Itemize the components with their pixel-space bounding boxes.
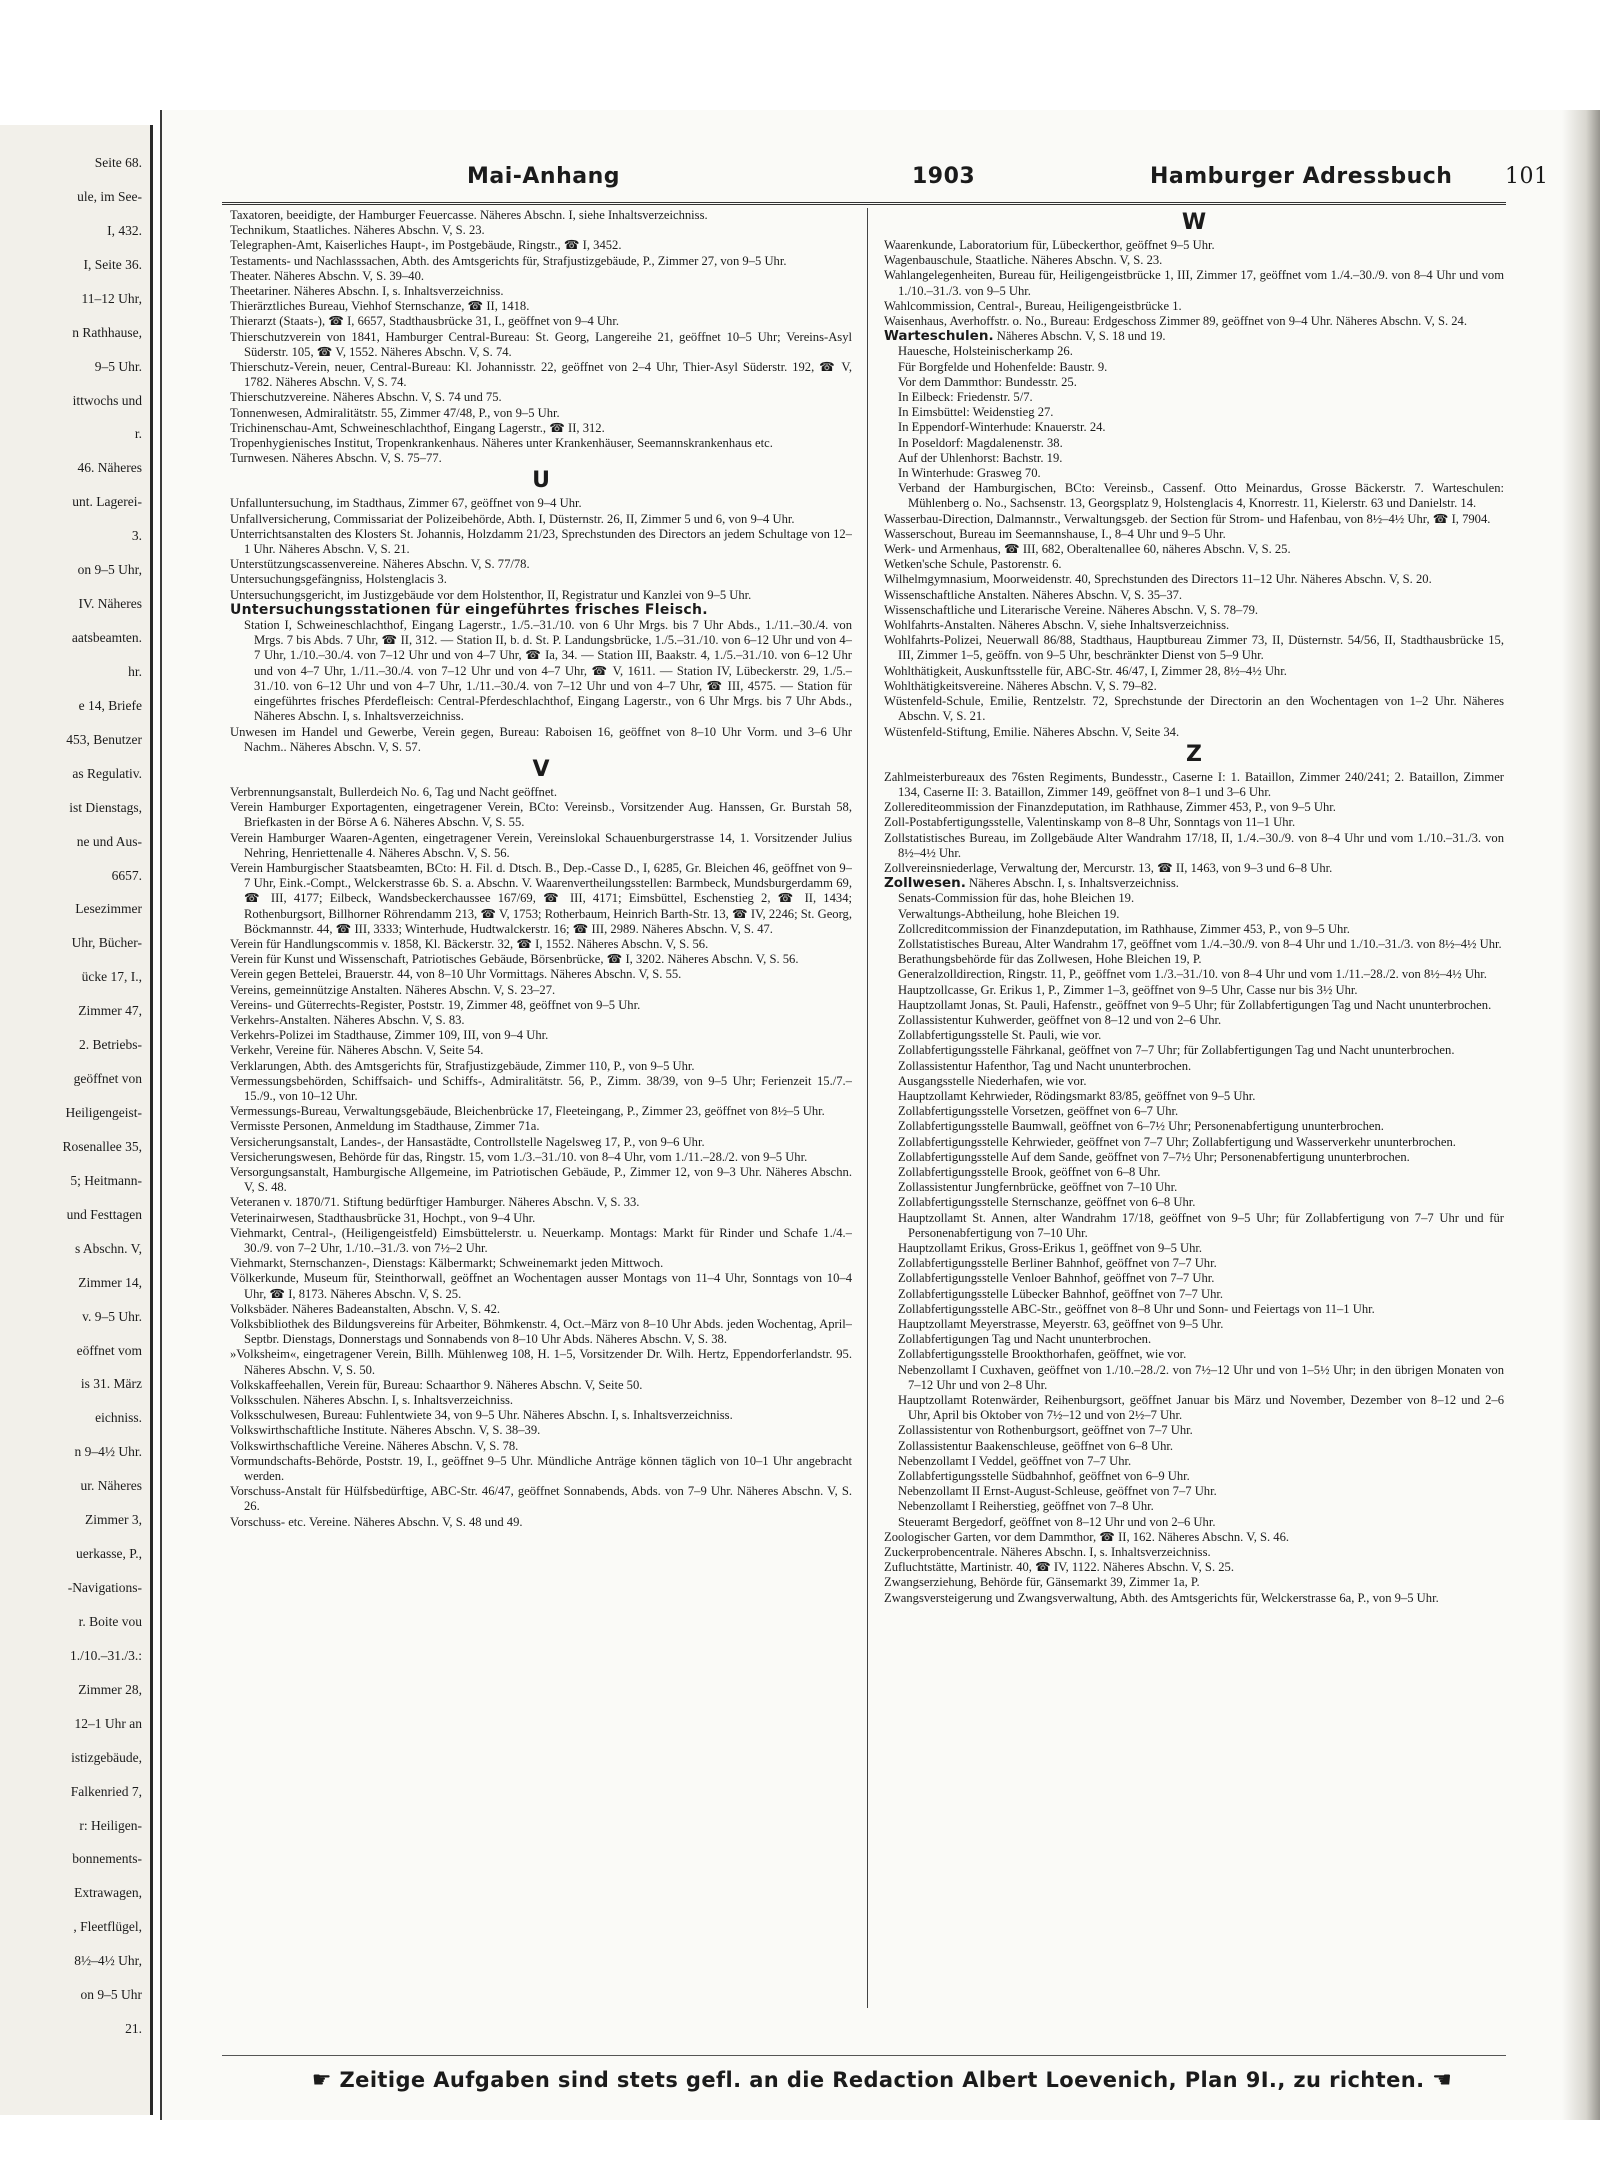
previous-page-text-fragment: ur. Näheres [80,1478,142,1493]
directory-entry: Testaments- und Nachlasssachen, Abth. des Amtsgerichts für, Strafjustizgebäude, P., Zimmer 27, von 9–5 Uhr. [230,253,787,268]
directory-entry: Wohlthätigkeit, Auskunftsstelle für, ABC-Str. 46/47, I, Zimmer 28, 8½–4½ Uhr. [884,663,1287,678]
previous-page-text-fragment: r: Heiligen- [79,1818,142,1833]
directory-entry: Völkerkunde, Museum für, Steinthorwall, geöffnet an Wochentagen ausser Montags von 11–4 Uhr, Sonntags von 10–4 Uhr, ☎ I, 8173. Näheres Abschn. V, S. 25. [230,1271,852,1301]
directory-entry: Werk- und Armenhaus, ☎ III, 682, Oberaltenallee 60, näheres Abschn. V, S. 25. [884,542,1291,557]
directory-entry: Thierschutzvereine. Näheres Abschn. V, S. 74 und 75. [230,390,502,405]
sub-entry: Zollabfertigungsstelle Auf dem Sande, geöffnet von 7–7½ Uhr; Personenabfertigung ununterbrochen. [898,1149,1410,1164]
directory-entry: Wahlcommission, Central-, Bureau, Heiligengeistbrücke 1. [884,298,1182,313]
sub-entry: Zollabfertigungsstelle Brook, geöffnet von 6–8 Uhr. [898,1164,1161,1179]
previous-page-text-fragment: Falkenried 7, [70,1784,142,1799]
sub-entry: Zollabfertigungsstelle Kehrwieder, geöffnet von 7–7 Uhr; Zollabfertigung und Wasserverkehr ununterbrochen. [898,1134,1456,1149]
entry-lead: Zollwesen. [884,875,966,892]
previous-page-text-fragment: Zimmer 3, [85,1512,142,1527]
sub-entry: Nebenzollamt II Ernst-August-Schleuse, geöffnet von 7–7 Uhr. [898,1484,1217,1499]
directory-entry: Wohlfahrts-Polizei, Neuerwall 86/88, Stadthaus, Hauptbureau Zimmer 73, II, Düsternstr. 54/56, II, Stadthausbrücke 15, III, Zimmer 1–5, geöffn. von 9–5 Uhr, beschränkter Dienst von 5–9 Uhr. [884,633,1504,663]
previous-page-text-fragment: ist Dienstags, [69,800,142,815]
directory-entry: Wilhelmgymnasium, Moorweidenstr. 40, Sprechstunden des Directors 11–12 Uhr. Näheres Abschn. V, S. 20. [884,572,1432,587]
previous-page-text-fragment: Extrawagen, [74,1885,142,1900]
sub-entry: Vor dem Dammthor: Bundesstr. 25. [898,374,1077,389]
previous-page-text-fragment: r. Boite vou [78,1614,142,1629]
sub-entry: Hauptzollamt St. Annen, alter Wandrahm 17/18, geöffnet von 9–5 Uhr; für Zollabfertigung von 7–7 Uhr und für Personenabfertigung von 7–10 Uhr. [898,1210,1504,1240]
previous-page-text-fragment: uerkasse, P., [76,1546,142,1561]
directory-entry: Verein für Kunst und Wissenschaft, Patriotisches Gebäude, Börsenbrücke, ☎ I, 3202. Näheres Abschn. V, S. 56. [230,952,799,967]
directory-entry: Volksschulen. Näheres Abschn. I, s. Inhaltsverzeichniss. [230,1393,514,1408]
previous-page-text-fragment: on 9–5 Uhr, [77,562,142,577]
sub-entry: Senats-Commission für das, hohe Bleichen 19. [898,891,1135,906]
directory-entry: Volksschulwesen, Bureau: Fuhlentwiete 34, von 9–5 Uhr. Näheres Abschn. I, s. Inhaltsverzeichniss. [230,1408,733,1423]
previous-page-text-fragment: 453, Benutzer [66,732,142,747]
sub-entry: Hauptzollamt Meyerstrasse, Meyerstr. 63, geöffnet von 9–5 Uhr. [898,1317,1224,1332]
directory-entry: Volkswirthschaftliche Institute. Näheres Abschn. V, S. 38–39. [230,1423,541,1438]
sub-entry: In Eppendorf-Winterhude: Knauerstr. 24. [898,420,1106,435]
header-section-title: Mai-Anhang [467,164,621,189]
directory-entry: Wüstenfeld-Stiftung, Emilie. Näheres Abschn. V, Seite 34. [884,724,1180,739]
directory-entry: Theetariner. Näheres Abschn. I, s. Inhaltsverzeichniss. [230,284,504,299]
sub-entry: Für Borgfelde und Hohenfelde: Baustr. 9. [898,359,1108,374]
directory-entry: Zoll-Postabfertigungsstelle, Valentinskamp von 8–8 Uhr, Sonntags von 11–1 Uhr. [884,815,1296,830]
directory-entry: Volksbibliothek des Bildungsvereins für Arbeiter, Böhmkenstr. 4, Oct.–März von 8–10 Uhr Abds. jeden Wochentag, April–Septbr. Dienstags, Donnerstags und Sonnabends von 8–10 Uhr Abds. Näheres Abschn. V, S. 38. [230,1317,852,1347]
directory-entry: Viehmarkt, Sternschanzen-, Dienstags: Kälbermarkt; Schweinemarkt jeden Mittwoch. [230,1256,664,1271]
directory-entry: Taxatoren, beeidigte, der Hamburger Feuercasse. Näheres Abschn. I, siehe Inhaltsverzeichniss. [230,208,708,222]
directory-entry: Vermessungs-Bureau, Verwaltungsgebäude, Bleichenbrücke 17, Fleeteingang, P., Zimmer 23, geöffnet von 8½–5 Uhr. [230,1104,825,1119]
directory-entry: Zuckerprobencentrale. Näheres Abschn. I, s. Inhaltsverzeichniss. [884,1545,1211,1560]
previous-page-text-fragment: v. 9–5 Uhr. [82,1309,142,1324]
previous-page-text-fragment: n Rathhause, [72,325,142,340]
previous-page-text-fragment: as Regulativ. [72,766,142,781]
directory-entry: Vorschuss-Anstalt für Hülfsbedürftige, ABC-Str. 46/47, geöffnet Sonnabends, Abds. von 7–9 Uhr. Näheres Abschn. V, S. 26. [230,1484,852,1514]
directory-entry: Wahlangelegenheiten, Bureau für, Heiligengeistbrücke 1, III, Zimmer 17, geöffnet vom 1./4.–30./9. von 8–4 Uhr und vom 1./10.–31./3. von 9–5 Uhr. [884,268,1504,298]
directory-entry: Volkswirthschaftliche Vereine. Näheres Abschn. V, S. 78. [230,1438,519,1453]
footer-rule [222,2055,1506,2056]
directory-entry: Vormundschafts-Behörde, Poststr. 19, I., geöffnet 9–5 Uhr. Mündliche Anträge können täglich von 10–1 Uhr angebracht werden. [230,1453,852,1484]
previous-page-text-fragment: IV. Näheres [78,596,142,611]
previous-page-text-fragment: 11–12 Uhr, [81,291,142,306]
previous-page-text-fragment: 9–5 Uhr. [94,359,142,374]
directory-entry: Wetken'sche Schule, Pastorenstr. 6. [884,557,1062,572]
sub-entry: Verband der Hamburgischen, BCto: Vereinsb., Cassenf. Otto Meinardus, Grosse Bäckerstr. 7. Warteschulen: Mühlenberg o. No., Sachsenstr. 13, Georgsplatz 9, Holstenglacis 4, Knorrestr. 11, Kielerstr. 63 und Danielstr. 14. [898,481,1504,511]
pointing-hand-right-icon: ☚ [1432,2068,1453,2093]
directory-entry: Unwesen im Handel und Gewerbe, Verein gegen, Bureau: Raboisen 16, geöffnet von 8–10 Uhr Vorm. und 3–6 Uhr Nachm.. Näheres Abschn. V, S. 57. [230,724,852,754]
directory-entry: Vereins, gemeinnützige Anstalten. Näheres Abschn. V, S. 23–27. [230,982,556,997]
previous-page-text-fragment: -Navigations- [67,1580,142,1595]
sub-entry: Auf der Uhlenhorst: Bachstr. 19. [898,450,1063,465]
directory-entry: Vermisste Personen, Anmeldung im Stadthause, Zimmer 71a. [230,1119,540,1134]
directory-entry: Volkskaffeehallen, Verein für, Bureau: Schaarthor 9. Näheres Abschn. V, Seite 50. [230,1377,643,1392]
sub-entry: Zollabfertigungsstelle Vorsetzen, geöffnet von 6–7 Uhr. [898,1104,1179,1119]
section-heading: Untersuchungsstationen für eingeführtes frisches Fleisch. [230,601,708,618]
sub-entry: Zollcreditcommission der Finanzdeputation, im Rathhause, Zimmer 453, P., von 9–5 Uhr. [898,921,1350,936]
sub-entry: Zollassistentur von Rothenburgsort, geöffnet von 7–7 Uhr. [898,1423,1193,1438]
previous-page-text-fragment: is 31. März [80,1376,142,1391]
previous-page-text-fragment: Zimmer 14, [78,1275,142,1290]
pointing-hand-left-icon: ☛ [311,2068,332,2093]
sub-entry: In Eimsbüttel: Weidenstieg 27. [898,405,1054,420]
entry-text: Näheres Abschn. V, S. 18 und 19. [993,329,1166,344]
section-letter: W [1181,210,1207,235]
previous-page-text-fragment: 46. Näheres [77,460,142,475]
sub-entry: Ausgangsstelle Niederhafen, wie vor. [898,1073,1087,1088]
previous-page-text-fragment: 2. Betriebs- [79,1037,142,1052]
sub-entry: In Poseldorf: Magdalenenstr. 38. [898,435,1063,450]
directory-entry: Wasserbau-Direction, Dalmannstr., Verwaltungsgeb. der Section für Strom- und Hafenbau, von 8½–4½ Uhr, ☎ I, 7904. [884,511,1491,526]
directory-entry: Trichinenschau-Amt, Schweineschlachthof, Eingang Lagerstr., ☎ II, 312. [230,420,605,435]
sub-entry: Zollassistentur Jungfernbrücke, geöffnet von 7–10 Uhr. [898,1180,1178,1195]
sub-entry: Zollabfertigungsstelle Baumwall, geöffnet von 6–7½ Uhr; Personenabfertigung ununterbrochen. [898,1119,1384,1134]
sub-entry: Verwaltungs-Abtheilung, hohe Bleichen 19. [898,906,1120,921]
previous-page-edge [0,125,153,2115]
directory-entry: Versicherungswesen, Behörde für das, Ringstr. 15, vom 1./3.–31./10. von 8–4 Uhr, vom 1./11.–28./2. von 9–5 Uhr. [230,1149,808,1164]
sub-entry: Zollabfertigungsstelle Lübecker Bahnhof, geöffnet von 7–7 Uhr. [898,1286,1224,1301]
previous-page-text-fragment: 5; Heitmann- [70,1173,142,1188]
directory-entry: Vermessungsbehörden, Schiffsaich- und Schiffs-, Admiralitätstr. 56, P., Zimm. 38/39, von 9–5 Uhr; Ferienzeit 15./7.–15./9., von 10–12 Uhr. [230,1073,852,1103]
sub-entry: Zollabfertigungsstelle St. Pauli, wie vor. [898,1028,1102,1043]
previous-page-text-fragment: 6657. [111,868,142,883]
directory-entry: Tonnenwesen, Admiralitätstr. 55, Zimmer 47/48, P., von 9–5 Uhr. [230,405,560,420]
directory-entry: Verkehrs-Polizei im Stadthause, Zimmer 109, III, von 9–4 Uhr. [230,1028,549,1043]
section-letter: U [532,468,550,494]
directory-entry: Unterrichtsanstalten des Klosters St. Johannis, Holzdamm 21/23, Sprechstunden des Directors an jedem Schultage von 12–1 Uhr. Näheres Abschn. V, S. 21. [230,526,852,557]
sub-entry: Hauesche, Holsteinischerkamp 26. [898,344,1073,359]
directory-entry: Wissenschaftliche und Literarische Vereine. Näheres Abschn. V, S. 78–79. [884,602,1259,617]
directory-entry: Zollerediteommission der Finanzdeputation, im Rathhause, Zimmer 453, P., von 9–5 Uhr. [884,800,1336,815]
sub-entry: Zollabfertigungen Tag und Nacht ununterbrochen. [898,1332,1152,1347]
previous-page-text-fragment: Zimmer 28, [78,1682,142,1697]
directory-entry: Verein Hamburger Waaren-Agenten, eingetragener Verein, Vereinslokal Schauenburgerstrasse 14, 1. Vorsitzender Julius Nehring, Henriettenalle 4. Näheres Abschn. V, S. 56. [230,830,852,860]
previous-page-text-fragment: Uhr, Bücher- [71,935,142,950]
page-number: 101 [1505,164,1549,189]
header-year: 1903 [912,164,976,189]
directory-entry [884,329,1504,344]
sub-entry: Berathungsbehörde für das Zollwesen, Hohe Bleichen 19, P. [898,952,1202,967]
directory-entry: »Volksheim«, eingetragener Verein, Billh. Mühlenweg 108, H. 1–5, Vorsitzender Dr. Wilh. Hertz, Eppendorferlandstr. 95. Näheres Abschn. V, S. 50. [230,1347,852,1377]
previous-page-text-fragment: bonnements- [72,1851,142,1866]
previous-page-text-fragment: I, 432. [107,223,142,238]
column-divider [867,208,868,2008]
page-spine-shadow [1562,110,1600,2120]
previous-page-text-fragment: 1./10.–31./3.: [69,1648,142,1663]
directory-entry: Thierschutz-Verein, neuer, Central-Bureau: Kl. Johannisstr. 22, geöffnet von 2–4 Uhr, Thier-Asyl Süderstr. 192, ☎ V, 1782. Näheres Abschn. V, S. 74. [230,360,852,390]
directory-entry: Unterstützungscassenvereine. Näheres Abschn. V, S. 77/78. [230,557,530,572]
directory-entry: Verein für Handlungscommis v. 1858, Kl. Bäckerstr. 32, ☎ I, 1552. Näheres Abschn. V, S. 56. [230,936,709,951]
sub-entry: Zollstatistisches Bureau, Alter Wandrahm 17, geöffnet vom 1./4.–30./9. von 8–4 Uhr und 1./10.–31./3. von 8½–4½ Uhr. [898,936,1502,951]
sub-entry: Zollassistentur Hafenthor, Tag und Nacht ununterbrochen. [898,1058,1192,1073]
previous-page-text-fragment: , Fleetflügel, [73,1919,142,1934]
directory-entry: Zufluchtstätte, Martinistr. 40, ☎ IV, 1122. Näheres Abschn. V, S. 25. [884,1560,1234,1575]
footer-notice: Zeitige Aufgaben sind stets gefl. an die Redaction Albert Loevenich, Plan 9I., zu richten. [339,2068,1425,2092]
sub-entry: Station I, Schweineschlachthof, Eingang Lagerstr., 1./5.–31./10. von 6 Uhr Mrgs. bis 7 Uhr Abds., 1./11.–30./4. von Mrgs. 7 bis Abds. 7 Uhr, ☎ II, 312. — Station II, b. d. St. P. Landungsbrücke, 1./5.–31./10. von 6–12 Uhr und von 4–7 Uhr, 1./10.–30./4. von 7–12 Uhr und von 4–7 Uhr, ☎ Ia, 34. — Station III, Baakstr. 4, 1./5.–31./10. von 6–12 Uhr und von 4–7 Uhr, 1./11.–30./4. von 7–12 Uhr und von 4–7 Uhr, ☎ V, 1611. — Station IV, Lübeckerstr. 29, 1./5.–31./10. von 6–12 Uhr und von 4–7 Uhr, 1./11.–30./4. von 7–12 Uhr und von 4–7 Uhr, ☎ III, 4575. — Station für eingeführtes frisches Pferdefleisch: Central-Pferdeschlachthof, Eingang Lagerstr., von 6 Uhr Mrgs. bis 7 Uhr Abds., Näheres Abschn. I, s. Inhaltsverzeichniss. [244,618,852,724]
directory-entry: Zollvereinsniederlage, Verwaltung der, Mercurstr. 13, ☎ II, 1463, von 9–3 und 6–8 Uhr. [884,860,1333,875]
directory-entry: Versicherungsanstalt, Landes-, der Hansastädte, Controllstelle Nagelsweg 17, P., von 9–6 Uhr. [230,1134,705,1149]
directory-entry: Wohlthätigkeitsvereine. Näheres Abschn. V, S. 79–82. [884,678,1157,693]
sub-entry: Nebenzollamt I Cuxhaven, geöffnet von 1./10.–28./2. von 7½–12 Uhr und von 1–5½ Uhr; in den übrigen Monaten von 7–12 Uhr und von 2–8 Uhr. [898,1362,1504,1392]
previous-page-text-fragment: s Abschn. V, [74,1241,142,1256]
directory-entry: Thierschutzverein von 1841, Hamburger Central-Bureau: St. Georg, Langereihe 21, geöffnet 10–5 Uhr; Vereins-Asyl Süderstr. 105, ☎ V, 1552. Näheres Abschn. V, S. 74. [230,329,852,359]
directory-entry: Zollstatistisches Bureau, im Zollgebäude Alter Wandrahm 17/18, II, 1./4.–30./9. von 8–4 Uhr und vom 1./10.–31./3. von 8½–4½ Uhr. [884,830,1504,860]
previous-page-text-fragment: Heiligengeist- [65,1105,142,1120]
directory-entry: Wüstenfeld-Schule, Emilie, Rentzelstr. 72, Sprechstunde der Directorin an den Wochentagen von 1–2 Uhr. Näheres Abschn. V, S. 21. [884,694,1504,724]
directory-entry: Thierarzt (Staats-), ☎ I, 6657, Stadthausbrücke 31, I., geöffnet von 9–4 Uhr. [230,314,619,329]
previous-page-text-fragment: aatsbeamten. [71,630,142,645]
directory-entry: Tropenhygienisches Institut, Tropenkrankenhaus. Näheres unter Krankenhäuser, Seemannskrankenhaus etc. [230,436,773,451]
directory-entry: Thierärztliches Bureau, Viehhof Sternschanze, ☎ II, 1418. [230,299,530,314]
previous-page-text-fragment: hr. [128,664,142,679]
section-letter: Z [1186,741,1202,767]
previous-page-text-fragment: 8½–4½ Uhr, [74,1953,142,1968]
sub-entry: Zollabfertigungsstelle Fährkanal, geöffnet von 7–7 Uhr; für Zollabfertigungen Tag und Nacht ununterbrochen. [898,1043,1455,1058]
sub-entry: Nebenzollamt I Reiherstieg, geöffnet von 7–8 Uhr. [898,1499,1154,1514]
right-column [884,208,1504,2048]
directory-entry: Vereins- und Güterrechts-Register, Poststr. 19, Zimmer 48, geöffnet von 9–5 Uhr. [230,997,641,1012]
sub-entry: Zollabfertigungsstelle ABC-Str., geöffnet von 8–8 Uhr und Sonn- und Feiertags von 11–1 Uhr. [898,1301,1375,1316]
document-page [160,110,1600,2120]
previous-page-text-fragment: on 9–5 Uhr [80,1987,142,2002]
sub-entry: Zollabfertigungsstelle Südbahnhof, geöffnet von 6–9 Uhr. [898,1469,1190,1484]
directory-entry: Veterinairwesen, Stadthausbrücke 31, Hochpt., von 9–4 Uhr. [230,1210,536,1225]
directory-entry: Viehmarkt, Central-, (Heiligengeistfeld) Eimsbüttelerstr. u. Neuerkamp. Montags: Markt für Rinder und Schafe 1./4.–30./9. von 7–2 Uhr, 1./10.–31./3. von 7½–2 Uhr. [230,1225,852,1255]
previous-page-text-fragment: r. [134,426,142,441]
previous-page-text-fragment: Seite 68. [94,155,142,170]
directory-entry: Volksbäder. Näheres Badeanstalten, Abschn. V, S. 42. [230,1301,501,1316]
sub-entry: In Eilbeck: Friedenstr. 5/7. [898,390,1033,405]
directory-entry: Technikum, Staatliches. Näheres Abschn. V, S. 23. [230,223,485,238]
sub-entry: Zollabfertigungsstelle Venloer Bahnhof, geöffnet von 7–7 Uhr. [898,1271,1215,1286]
directory-entry: Verkehrs-Anstalten. Näheres Abschn. V, S. 83. [230,1012,465,1027]
previous-page-text-fragment: 21. [125,2021,142,2036]
directory-entry: Verbrennungsanstalt, Bullerdeich No. 6, Tag und Nacht geöffnet. [230,784,558,799]
directory-entry: Verein Hamburger Exportagenten, eingetragener Verein, BCto: Vereinsb., Vorsitzender Aug. Hanssen, Gr. Burstah 58, Briefkasten in der Börse A 6. Näheres Abschn. V, S. 55. [230,800,852,830]
sub-entry: Zollabfertigungsstelle Brookthorhafen, geöffnet, wie vor. [898,1347,1187,1362]
directory-entry [884,876,1504,891]
sub-entry: Hauptzollamt Jonas, St. Pauli, Hafenstr., geöffnet von 9–5 Uhr; für Zollabfertigungen Tag und Nacht ununterbrochen. [898,997,1492,1012]
sub-entry: Hauptzollamt Kehrwieder, Rödingsmarkt 83/85, geöffnet von 9–5 Uhr. [898,1088,1256,1103]
directory-entry: Theater. Näheres Abschn. V, S. 39–40. [230,268,425,283]
page-header [222,164,1549,200]
directory-entry: Zwangserziehung, Behörde für, Gänsemarkt 39, Zimmer 1a, P. [884,1575,1200,1590]
sub-entry: Steueramt Bergedorf, geöffnet von 8–12 Uhr und von 2–6 Uhr. [898,1514,1216,1529]
directory-entry: Waisenhaus, Averhoffstr. o. No., Bureau: Erdgeschoss Zimmer 89, geöffnet von 9–4 Uhr. Näheres Abschn. V, S. 24. [884,314,1467,329]
directory-entry: Telegraphen-Amt, Kaiserliches Haupt-, im Postgebäude, Ringstr., ☎ I, 3452. [230,238,622,253]
left-column [230,208,852,2048]
section-letter: V [532,756,550,782]
directory-entry: Verkehr, Vereine für. Näheres Abschn. V, Seite 54. [230,1043,484,1058]
previous-page-text-fragment: unt. Lagerei- [72,494,142,509]
directory-entry: Verein Hamburgischer Staatsbeamten, BCto: H. Fil. d. Dtsch. B., Dep.-Casse D., I, 6285, Gr. Bleichen 46, geöffnet von 9–7 Uhr, Eink.-Compt., Welckerstrasse 6b. S. a. Abschn. V. Waarenvertheilungsstellen: Barmbeck, Mundsburgerdamm 69, ☎ III, 4177; Eilbeck, Wandsbeckerchaussee 167/69, ☎ III, 4171; Eimsbüttel, Eschenstieg 2, ☎ II, 1434; Rothenburgsort, Billhorner Röhrendamm 213, ☎ V, 1753; Rotherbaum, Heinrich Barth-Str. 13, ☎ IV, 2246; St. Georg, Böckmannstr. 44, ☎ III, 3333; Winterhude, Hudtwalckerstr. 16; ☎ III, 2989. Näheres Abschn. V, S. 47. [230,860,852,936]
previous-page-text-fragment: eöffnet vom [76,1343,142,1358]
sub-entry: Zollassistentur Baakenschleuse, geöffnet von 6–8 Uhr. [898,1438,1174,1453]
previous-page-text-fragment: ule, im See- [77,189,142,204]
directory-entry: Zoologischer Garten, vor dem Dammthor, ☎ II, 162. Näheres Abschn. V, S. 46. [884,1529,1290,1544]
directory-entry: Verein gegen Bettelei, Brauerstr. 44, von 8–10 Uhr Vormittags. Näheres Abschn. V, S. 55. [230,967,682,982]
directory-entry: Untersuchungsgefängniss, Holstenglacis 3. [230,572,447,587]
directory-entry: Turnwesen. Näheres Abschn. V, S. 75–77. [230,451,442,466]
directory-entry: Wasserschout, Bureau im Seemannshause, I., 8–4 Uhr und 9–5 Uhr. [884,526,1226,541]
directory-entry: Unfalluntersuchung, im Stadthaus, Zimmer 67, geöffnet von 9–4 Uhr. [230,496,582,511]
sub-entry: Generalzolldirection, Ringstr. 11, P., geöffnet vom 1./3.–31./10. von 8–4 Uhr und vom 1./11.–28./2. von 8½–4½ Uhr. [898,967,1487,982]
previous-page-text-fragment: ücke 17, I., [81,969,142,984]
page-footer [222,2068,1542,2098]
directory-entry: Zahlmeisterbureaux des 76sten Regiments, Bundesstr., Caserne I: 1. Bataillon, Zimmer 240/241; 2. Bataillon, Zimmer 134, Caserne II: 3. Bataillon, Zimmer 149, geöffnet von 8–1 und 3–6 Uhr. [884,769,1504,799]
header-rule [222,202,1506,205]
directory-entry: Veteranen v. 1870/71. Stiftung bedürftiger Hamburger. Näheres Abschn. V, S. 33. [230,1195,640,1210]
entry-lead: Warteschulen. [884,328,994,345]
previous-page-text-fragment: 3. [131,528,142,543]
sub-entry: In Winterhude: Grasweg 70. [898,466,1041,481]
previous-page-text-fragment: 12–1 Uhr an [74,1716,142,1731]
sub-entry: Zollabfertigungsstelle Berliner Bahnhof, geöffnet von 7–7 Uhr. [898,1256,1217,1271]
sub-entry: Nebenzollamt I Veddel, geöffnet von 7–7 Uhr. [898,1453,1132,1468]
directory-entry: Verklarungen, Abth. des Amtsgerichts für, Strafjustizgebäude, Zimmer 110, P., von 9–5 Uhr. [230,1058,695,1073]
previous-page-text-fragment: Zimmer 47, [78,1003,142,1018]
directory-entry: Wissenschaftliche Anstalten. Näheres Abschn. V, S. 35–37. [884,587,1183,602]
previous-page-text-fragment: eichniss. [95,1410,142,1425]
previous-page-text-fragment: ne und Aus- [76,834,142,849]
directory-entry: Wagenbauschule, Staatliche. Näheres Abschn. V, S. 23. [884,253,1163,268]
previous-page-text-fragment: Lesezimmer [75,901,142,916]
previous-page-text-fragment: istizgebäude, [71,1750,142,1765]
directory-entry: Wohlfahrts-Anstalten. Näheres Abschn. V, siehe Inhaltsverzeichniss. [884,618,1230,633]
previous-page-text-fragment: und Festtagen [66,1207,142,1222]
directory-entry: Unfallversicherung, Commissariat der Polizeibehörde, Abth. I, Düsternstr. 26, II, Zimmer 5 und 6, von 9–4 Uhr. [230,511,795,526]
header-publication-title: Hamburger Adressbuch [1150,164,1453,189]
directory-entry: Waarenkunde, Laboratorium für, Lübeckerthor, geöffnet 9–5 Uhr. [884,238,1215,252]
previous-page-text-fragment: Rosenallee 35, [62,1139,142,1154]
directory-entry: Untersuchungsgericht, im Justizgebäude vor dem Holstenthor, II, Registratur und Kanzlei von 9–5 Uhr. [230,587,752,602]
directory-entry: Vorschuss- etc. Vereine. Näheres Abschn. V, S. 48 und 49. [230,1514,523,1529]
directory-entry: Zwangsversteigerung und Zwangsverwaltung, Abth. des Amtsgerichts für, Welckerstrasse 6a, P., von 9–5 Uhr. [884,1590,1439,1605]
sub-entry: Hauptzollcasse, Gr. Erikus 1, P., Zimmer 1–3, geöffnet von 9–5 Uhr, Casse nur bis 3½ Uhr. [898,982,1358,997]
sub-entry: Hauptzollamt Rotenwärder, Reihenburgsort, geöffnet Januar bis März und November, Dezember von 8–12 und 2–6 Uhr, April bis Oktober von 7½–12 und von 2½–7 Uhr. [898,1393,1504,1423]
sub-entry: Zollassistentur Kuhwerder, geöffnet von 8–12 und von 2–6 Uhr. [898,1012,1222,1027]
previous-page-text-fragment: e 14, Briefe [78,698,142,713]
previous-page-text-fragment: geöffnet von [73,1071,142,1086]
entry-text: Näheres Abschn. I, s. Inhaltsverzeichniss. [965,876,1179,891]
previous-page-text-fragment: n 9–4½ Uhr. [74,1444,142,1459]
sub-entry: Zollabfertigungsstelle Sternschanze, geöffnet von 6–8 Uhr. [898,1195,1196,1210]
previous-page-text-fragment: ittwochs und [72,393,142,408]
directory-entry: Versorgungsanstalt, Hamburgische Allgemeine, im Patriotischen Gebäude, P., Zimmer 12, von 9–3 Uhr. Näheres Abschn. V, S. 48. [230,1164,852,1195]
sub-entry: Hauptzollamt Erikus, Gross-Erikus 1, geöffnet von 9–5 Uhr. [898,1241,1203,1255]
previous-page-text-fragment: I, Seite 36. [83,257,142,272]
